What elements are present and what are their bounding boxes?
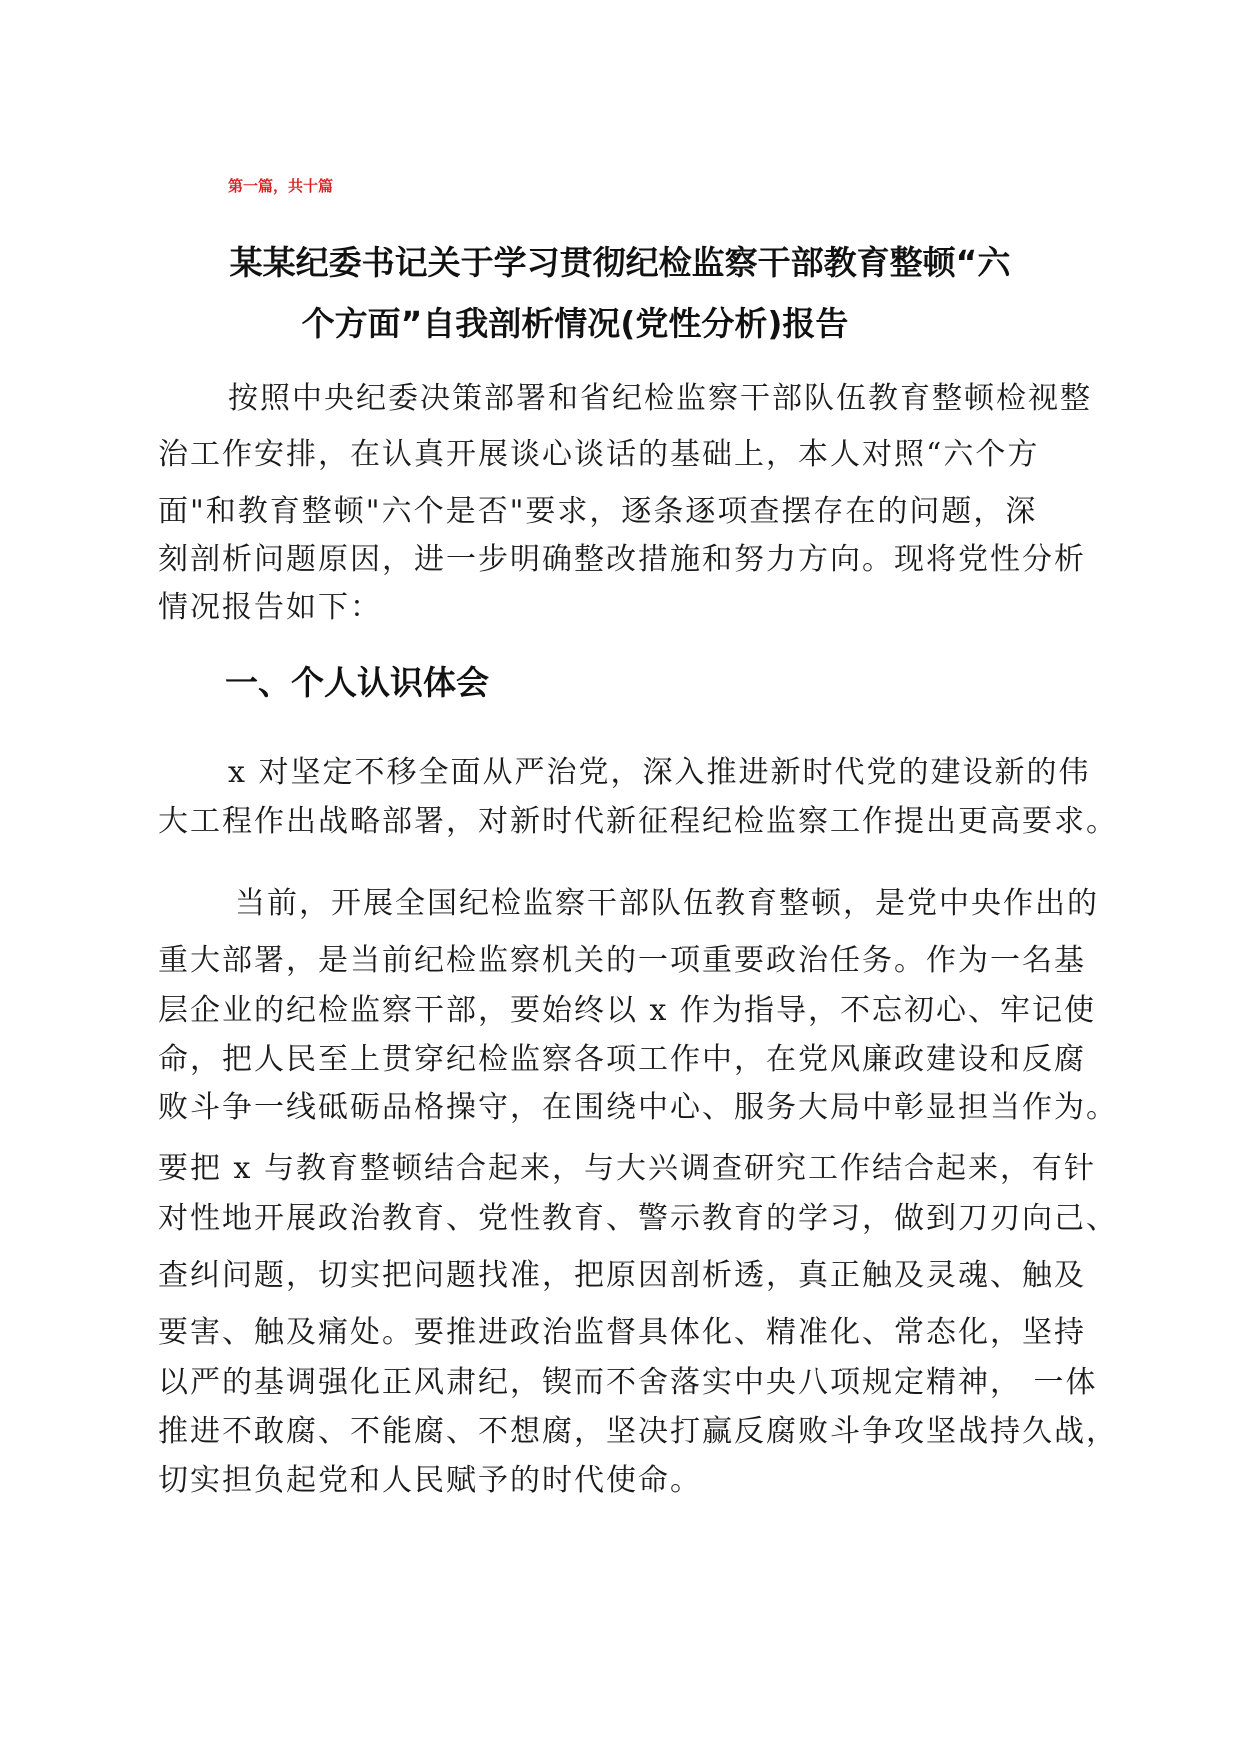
para1-line: x 对坚定不移全面从严治党，深入推进新时代党的建设新的伟 [228, 755, 1091, 790]
intro-line: 情况报告如下： [158, 590, 382, 625]
series-tag: 第一篇，共十篇 [228, 177, 334, 195]
para2-line: 要把 x 与教育整顿结合起来，与大兴调查研究工作结合起来，有针 [158, 1151, 1096, 1186]
para2-line: 推进不敢腐、不能腐、不想腐，坚决打赢反腐败斗争攻坚战持久战， [158, 1414, 1118, 1449]
para2-line: 切实担负起党和人民赋予的时代使命。 [158, 1463, 702, 1498]
para2-line: 以严的基调强化正风肃纪，锲而不舍落实中央八项规定精神， 一体 [158, 1365, 1098, 1400]
para2-line: 命，把人民至上贯穿纪检监察各项工作中，在党风廉政建设和反腐 [158, 1042, 1086, 1077]
para2-line: 要害、触及痛处。要推进政治监督具体化、精准化、常态化，坚持 [158, 1315, 1086, 1350]
para2-line: 当前，开展全国纪检监察干部队伍教育整顿，是党中央作出的 [235, 886, 1099, 921]
intro-line: 按照中央纪委决策部署和省纪检监察干部队伍教育整顿检视整 [228, 381, 1092, 416]
intro-line: 刻剖析问题原因，进一步明确整改措施和努力方向。现将党性分析 [158, 542, 1086, 577]
intro-line: 治工作安排，在认真开展谈心谈话的基础上，本人对照“六个方 [158, 437, 1040, 472]
title-line-1: 某某纪委书记关于学习贯彻纪检监察干部教育整顿“六 [229, 243, 1011, 282]
para2-line: 查纠问题，切实把问题找准，把原因剖析透，真正触及灵魂、触及 [158, 1258, 1086, 1293]
para2-line: 重大部署，是当前纪检监察机关的一项重要政治任务。作为一名基 [158, 943, 1086, 978]
para2-line: 败斗争一线砥砺品格操守，在围绕中心、服务大局中彰显担当作为。 [158, 1090, 1118, 1125]
title-line-2: 个方面”自我剖析情况(党性分析)报告 [301, 304, 849, 343]
para1-line: 大工程作出战略部署，对新时代新征程纪检监察工作提出更高要求。 [158, 804, 1118, 839]
para2-line: 层企业的纪检监察干部，要始终以 x 作为指导，不忘初心、牢记使 [158, 993, 1096, 1028]
section-heading: 一、个人认识体会 [225, 663, 489, 702]
intro-line: 面"和教育整顿"六个是否"要求，逐条逐项查摆存在的问题，深 [158, 494, 1038, 529]
para2-line: 对性地开展政治教育、党性教育、警示教育的学习，做到刀刃向己、 [158, 1201, 1118, 1236]
